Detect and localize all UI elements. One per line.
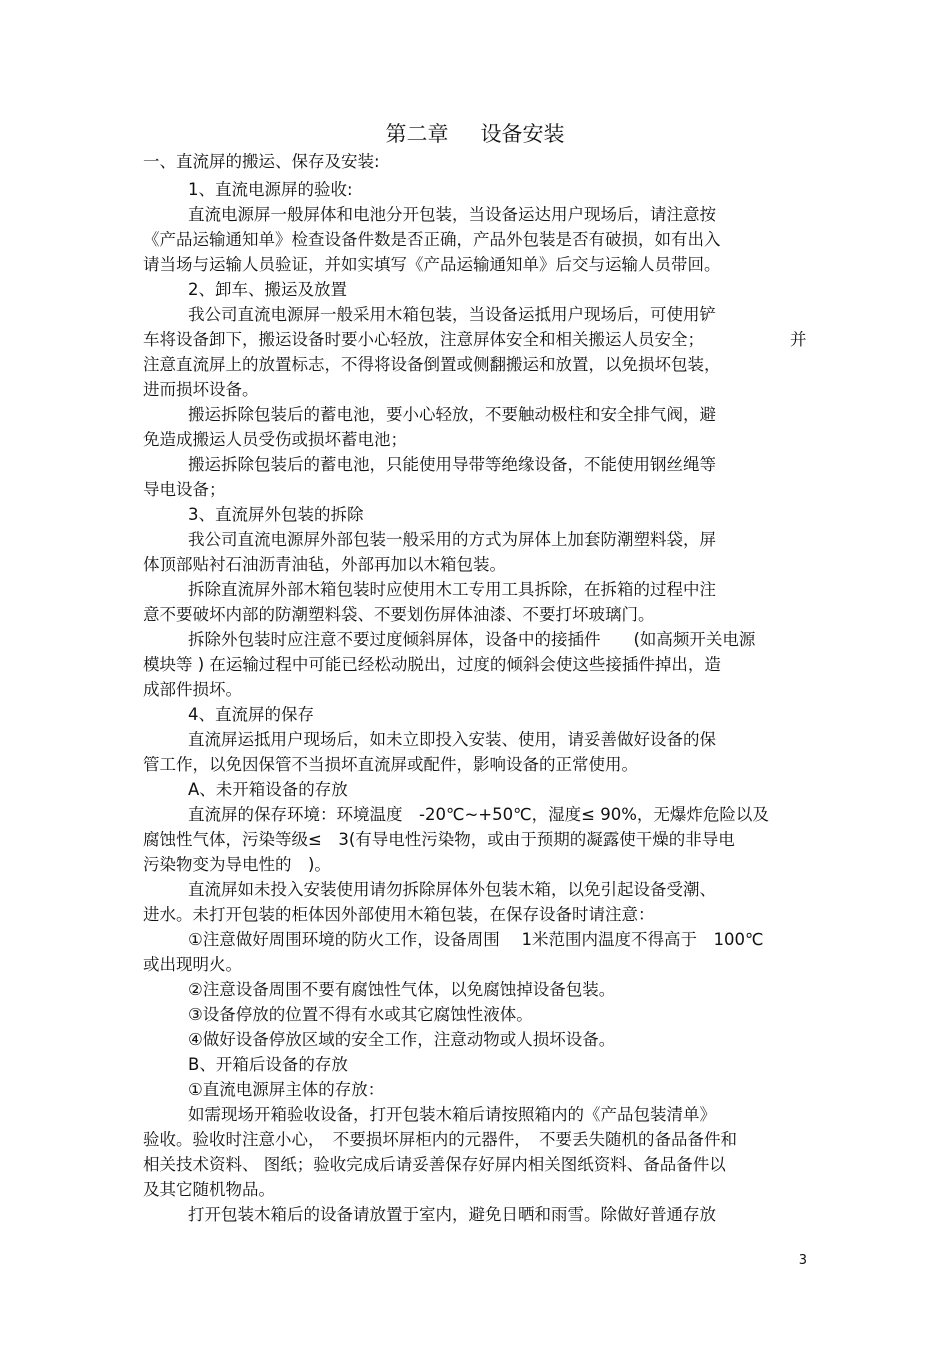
- text-line: 打开包装木箱后的设备请放置于室内，避免日晒和雨雪。除做好普通存放: [188, 1205, 716, 1224]
- text-line: 验收。验收时注意小心， 不要损坏屏柜内的元器件， 不要丢失随机的备品备件和: [143, 1130, 737, 1149]
- text-line: 体顶部贴衬石油沥青油毡，外部再加以木箱包装。: [143, 555, 506, 574]
- text-line: 一、直流屏的搬运、保存及安装:: [143, 152, 380, 171]
- text-line: 3、直流屏外包装的拆除: [188, 505, 364, 524]
- text-line: 直流屏如未投入安装使用请勿拆除屏体外包装木箱，以免引起设备受潮、: [188, 880, 716, 899]
- text-line: 车将设备卸下，搬运设备时要小心轻放，注意屏体安全和相关搬运人员安全；: [143, 330, 704, 349]
- text-line: 导电设备；: [143, 480, 226, 499]
- text-line: 直流电源屏一般屏体和电池分开包装，当设备运达用户现场后，请注意按: [188, 205, 716, 224]
- text-line: ③设备停放的位置不得有水或其它腐蚀性液体。: [188, 1005, 533, 1024]
- text-line: 2、卸车、搬运及放置: [188, 280, 347, 299]
- text-line: 《产品运输通知单》检查设备件数是否正确，产品外包装是否有破损，如有出入: [143, 230, 721, 249]
- text-line: 如需现场开箱验收设备，打开包装木箱后请按照箱内的《产品包装清单》: [188, 1105, 716, 1124]
- text-line: 拆除直流屏外部木箱包装时应使用木工专用工具拆除，在拆箱的过程中注: [188, 580, 716, 599]
- text-line: 我公司直流电源屏外部包装一般采用的方式为屏体上加套防潮塑料袋，屏: [188, 530, 716, 549]
- text-line: 直流屏的保存环境：环境温度 -20℃~+50℃，湿度≤ 90%，无爆炸危险以及: [188, 805, 769, 824]
- text-line: 注意直流屏上的放置标志，不得将设备倒置或侧翻搬运和放置，以免损坏包装，: [143, 355, 721, 374]
- text-line: 模块等 ) 在运输过程中可能已经松动脱出，过度的倾斜会使这些接插件掉出，造: [143, 655, 721, 674]
- chapter-number: 第二章: [385, 122, 449, 146]
- text-line: 请当场与运输人员验证，并如实填写《产品运输通知单》后交与运输人员带回。: [143, 255, 721, 274]
- text-line: 搬运拆除包装后的蓄电池，要小心轻放，不要触动极柱和安全排气阀，避: [188, 405, 716, 424]
- text-line: B、开箱后设备的存放: [188, 1055, 348, 1074]
- text-line: ④做好设备停放区域的安全工作，注意动物或人损坏设备。: [188, 1030, 616, 1049]
- text-line: 直流屏运抵用户现场后，如未立即投入安装、使用，请妥善做好设备的保: [188, 730, 716, 749]
- text-line: 意不要破坏内部的防潮塑料袋、不要划伤屏体油漆、不要打坏玻璃门。: [143, 605, 655, 624]
- text-line: 1、直流电源屏的验收:: [188, 180, 353, 199]
- text-line: 相关技术资料、 图纸；验收完成后请妥善保存好屏内相关图纸资料、备品备件以: [143, 1155, 726, 1174]
- text-line: ①直流电源屏主体的存放：: [188, 1080, 385, 1099]
- text-line: 或出现明火。: [143, 955, 242, 974]
- page-number: 3: [798, 1253, 807, 1268]
- text-line: 免造成搬运人员受伤或损坏蓄电池；: [143, 430, 407, 449]
- text-line: 拆除外包装时应注意不要过度倾斜屏体，设备中的接插件 (如高频开关电源: [188, 630, 756, 649]
- text-line: A、未开箱设备的存放: [188, 780, 348, 799]
- text-line: 进水。未打开包装的柜体因外部使用木箱包装，在保存设备时请注意：: [143, 905, 655, 924]
- text-line: ②注意设备周围不要有腐蚀性气体，以免腐蚀掉设备包装。: [188, 980, 616, 999]
- text-line: 4、直流屏的保存: [188, 705, 314, 724]
- text-line: 成部件损坏。: [143, 680, 242, 699]
- chapter-title: [0, 120, 950, 148]
- text-line: 进而损坏设备。: [143, 380, 259, 399]
- text-line: ①注意做好周围环境的防火工作，设备周围 1米范围内温度不得高于 100℃: [188, 930, 764, 949]
- text-line: 搬运拆除包装后的蓄电池，只能使用导带等绝缘设备，不能使用钢丝绳等: [188, 455, 716, 474]
- text-line: 污染物变为导电性的 )。: [143, 855, 331, 874]
- text-line: 及其它随机物品。: [143, 1180, 275, 1199]
- text-line: 管工作，以免因保管不当损坏直流屏或配件，影响设备的正常使用。: [143, 755, 638, 774]
- chapter-heading: 设备安装: [480, 122, 565, 146]
- text-line: 腐蚀性气体，污染等级≤ 3(有导电性污染物，或由于预期的凝露使干燥的非导电: [143, 830, 735, 849]
- text-line: 并: [790, 330, 807, 349]
- text-line: 我公司直流电源屏一般采用木箱包装，当设备运抵用户现场后，可使用铲: [188, 305, 716, 324]
